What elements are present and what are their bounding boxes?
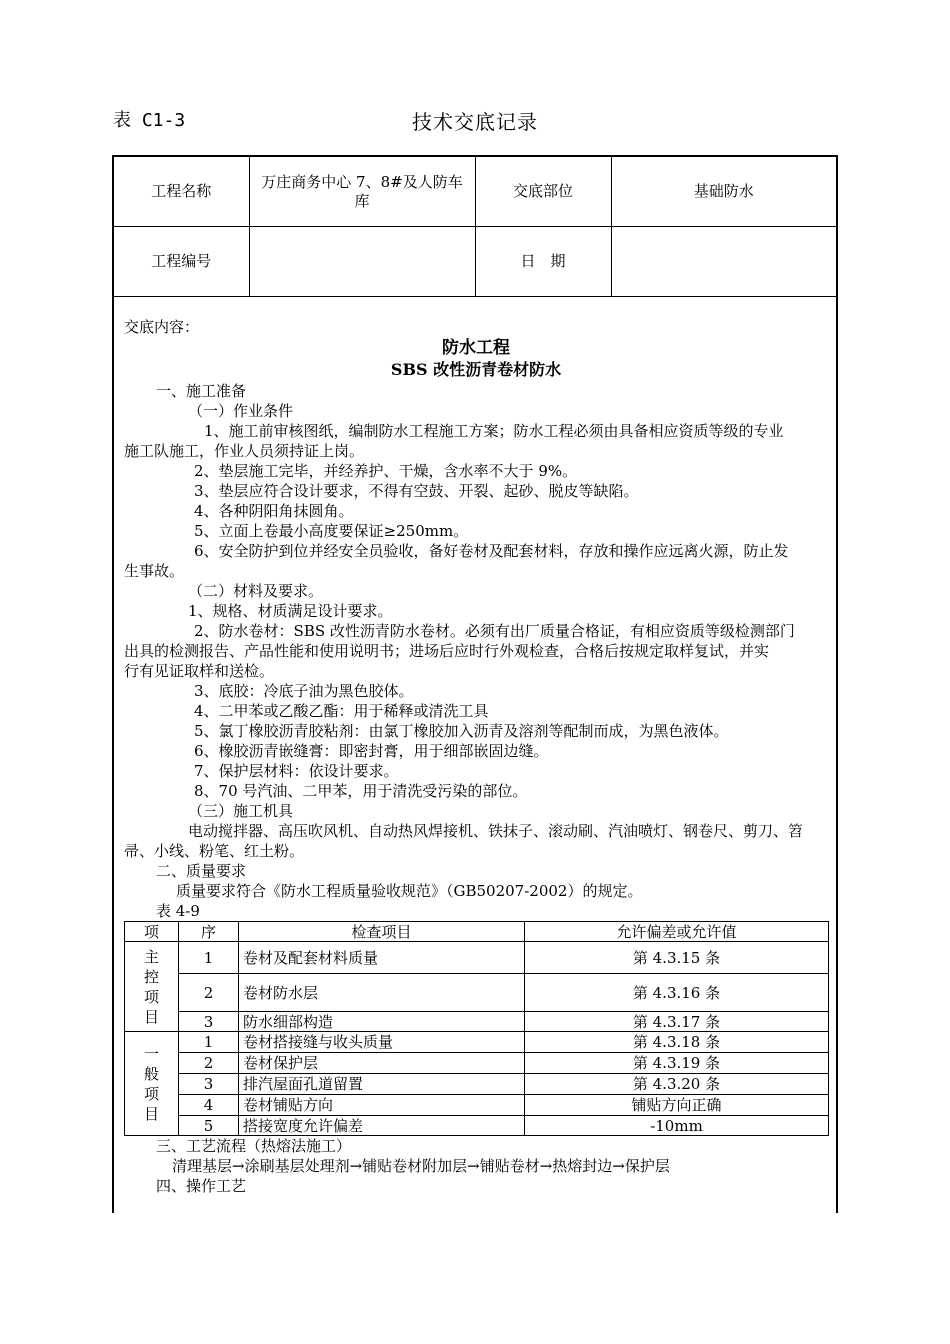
project-no-label: 工程编号 — [114, 227, 249, 297]
subsection-heading: （二）材料及要求。 — [188, 582, 324, 600]
section-heading: 一、施工准备 — [156, 382, 247, 400]
col-header-item: 检查项目 — [239, 922, 525, 942]
sub-title: SBS 改性沥青卷材防水 — [390, 360, 562, 379]
process-flow: 清理基层→涂刷基层处理剂→铺贴卷材附加层→铺贴卷材→热熔封边→保护层 — [172, 1157, 670, 1175]
paragraph-line: 5、氯丁橡胶沥青胶粘剂：由氯丁橡胶加入沥青及溶剂等配制而成，为黑色液体。 — [194, 722, 729, 740]
row-no: 2 — [179, 974, 239, 1012]
paragraph-line: 6、安全防护到位并经安全员验收，备好卷材及配套材料，存放和操作应远离火源，防止发 — [194, 542, 789, 560]
row-no: 1 — [179, 942, 239, 974]
row-no: 1 — [179, 1032, 239, 1053]
paragraph-line: 1、施工前审核图纸，编制防水工程施工方案；防水工程必须由具备相应资质等级的专业 — [204, 422, 784, 440]
content-lead: 交底内容： — [124, 318, 200, 336]
paragraph-line: 6、橡胶沥青嵌缝膏：即密封膏，用于细部嵌固边缝。 — [194, 742, 549, 760]
col-header-group: 项 — [125, 922, 179, 942]
row-item: 卷材搭接缝与收头质量 — [239, 1032, 525, 1053]
subsection-heading: （三）施工机具 — [188, 802, 294, 820]
row-item: 卷材防水层 — [239, 974, 525, 1012]
paragraph-line: 1、规格、材质满足设计要求。 — [188, 602, 393, 620]
table-row — [125, 974, 829, 1012]
row-value: 第 4.3.17 条 — [525, 1012, 829, 1032]
row-item: 搭接宽度允许偏差 — [239, 1116, 525, 1136]
paragraph-line: 出具的检测报告、产品性能和使用说明书；进场后应时行外观检查，合格后按规定取样复试，并实 — [124, 642, 770, 660]
project-no-value — [249, 227, 475, 297]
quality-table — [124, 921, 829, 1136]
table-row — [125, 1074, 829, 1095]
subsection-heading: （一）作业条件 — [188, 402, 294, 420]
row-no: 5 — [179, 1116, 239, 1136]
paragraph-line: 4、各种阴阳角抹圆角。 — [194, 502, 354, 520]
table-row — [125, 1053, 829, 1074]
project-name-label: 工程名称 — [114, 157, 249, 227]
quality-table-header — [125, 922, 829, 942]
paragraph-line: 2、垫层施工完毕，并经养护、干燥，含水率不大于 9%。 — [194, 462, 578, 480]
date-value — [611, 227, 836, 297]
paragraph-line: 质量要求符合《防水工程质量验收规范》（GB50207-2002）的规定。 — [176, 882, 643, 900]
paragraph-line: 5、立面上卷最小高度要保证≥250mm。 — [194, 522, 469, 540]
row-no: 2 — [179, 1053, 239, 1074]
header-row-2 — [114, 227, 836, 297]
row-item: 排汽屋面孔道留置 — [239, 1074, 525, 1095]
row-value: 铺贴方向正确 — [525, 1095, 829, 1116]
row-no: 3 — [179, 1012, 239, 1032]
row-value: -10mm — [525, 1116, 829, 1136]
paragraph-line: 2、防水卷材：SBS 改性沥青防水卷材。必须有出厂质量合格证，有相应资质等级检测部门 — [194, 622, 795, 640]
table-row — [125, 1032, 829, 1053]
section-heading: 四、操作工艺 — [156, 1177, 247, 1195]
row-value: 第 4.3.16 条 — [525, 974, 829, 1012]
row-value: 第 4.3.18 条 — [525, 1032, 829, 1053]
table-row — [125, 1095, 829, 1116]
row-no: 3 — [179, 1074, 239, 1095]
row-item: 卷材及配套材料质量 — [239, 942, 525, 974]
header-table — [114, 157, 836, 297]
table-row — [125, 1012, 829, 1032]
paragraph-line: 施工队施工，作业人员须持证上岗。 — [124, 442, 365, 460]
paragraph-line: 4、二甲苯或乙酸乙酯：用于稀释或清洗工具 — [194, 702, 489, 720]
section-heading: 三、工艺流程（热熔法施工） — [156, 1137, 352, 1155]
paragraph-line: 8、70 号汽油、二甲苯，用于清洗受污染的部位。 — [194, 782, 528, 800]
row-value: 第 4.3.19 条 — [525, 1053, 829, 1074]
date-label: 日 期 — [475, 227, 611, 297]
section-heading: 二、质量要求 — [156, 862, 247, 880]
paragraph-line: 电动搅拌器、高压吹风机、自动热风焊接机、铁抹子、滚动刷、汽油喷灯、钢卷尺、剪刀、笤 — [188, 822, 804, 840]
row-item: 卷材铺贴方向 — [239, 1095, 525, 1116]
row-item: 防水细部构造 — [239, 1012, 525, 1032]
table-row — [125, 942, 829, 974]
table-caption: 表 4-9 — [156, 902, 200, 920]
col-header-no: 序 — [179, 922, 239, 942]
paragraph-line: 帚、小线、粉笔、红土粉。 — [124, 842, 305, 860]
header-row-1 — [114, 157, 836, 227]
paragraph-line: 7、保护层材料：依设计要求。 — [194, 762, 399, 780]
col-header-value: 允许偏差或允许值 — [525, 922, 829, 942]
document-title: 技术交底记录 — [412, 110, 538, 134]
paragraph-line: 生事故。 — [124, 562, 185, 580]
paragraph-line: 行有见证取样和送检。 — [124, 662, 275, 680]
paragraph-line: 3、底胶：冷底子油为黑色胶体。 — [194, 682, 414, 700]
row-value: 第 4.3.20 条 — [525, 1074, 829, 1095]
location-value: 基础防水 — [611, 157, 836, 227]
row-no: 4 — [179, 1095, 239, 1116]
disclosure-content — [124, 317, 828, 1196]
row-value: 第 4.3.15 条 — [525, 942, 829, 974]
row-item: 卷材保护层 — [239, 1053, 525, 1074]
project-name-value: 万庄商务中心 7、8#及人防车库 — [249, 157, 475, 227]
group-general: 一 般 项 目 — [125, 1032, 179, 1136]
main-title: 防水工程 — [442, 338, 510, 358]
location-label: 交底部位 — [475, 157, 611, 227]
table-row — [125, 1116, 829, 1136]
record-frame — [112, 155, 838, 1213]
form-code: 表 C1-3 — [113, 110, 186, 131]
group-main-control: 主 控 项 目 — [125, 942, 179, 1032]
paragraph-line: 3、垫层应符合设计要求，不得有空鼓、开裂、起砂、脱皮等缺陷。 — [194, 482, 639, 500]
